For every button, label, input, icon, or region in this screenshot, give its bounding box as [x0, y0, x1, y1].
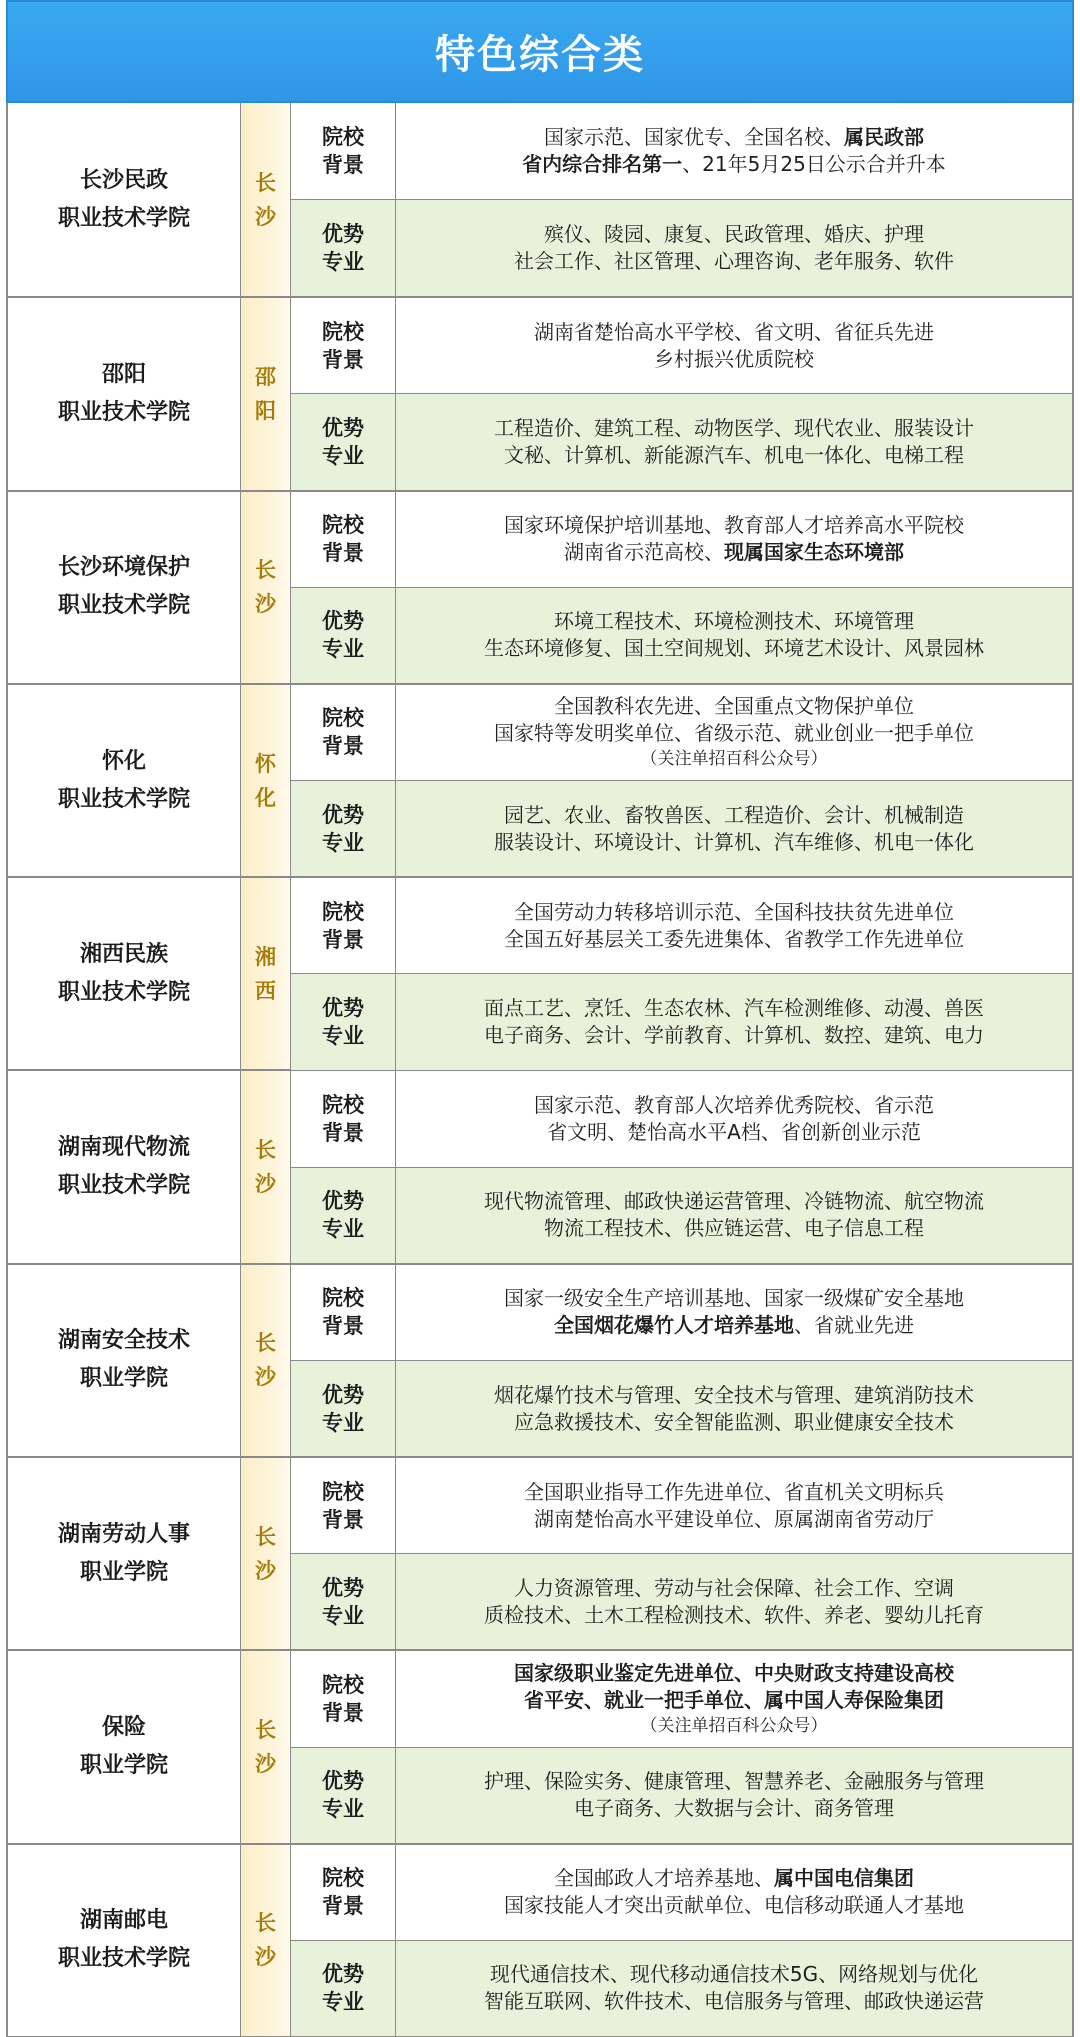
majors-row	[291, 1167, 1072, 1263]
background-text	[396, 878, 1072, 973]
city-cell	[241, 1265, 291, 1456]
background-line-tail: 、省就业先进	[794, 1313, 914, 1338]
background-line-text: 国家示范、教育部人次培养优秀院校、省示范	[534, 1093, 934, 1118]
school-name-cell	[8, 878, 241, 1069]
school-row	[8, 1456, 1072, 1649]
background-line	[547, 1119, 921, 1146]
background-line	[534, 319, 934, 346]
page-title: 特色综合类	[435, 32, 645, 78]
background-line-highlight: 现属国家生态环境部	[724, 540, 904, 565]
school-name: 湖南安全技术 职业学院	[57, 1328, 190, 1392]
background-row	[291, 1845, 1072, 1940]
school-details	[291, 878, 1072, 1069]
majors-label: 优势 专业	[291, 1361, 396, 1456]
city-label: 湘 西	[255, 944, 276, 1003]
background-line-text: 省文明、楚怡高水平A档、省创新创业示范	[547, 1120, 921, 1145]
majors-line: 物流工程技术、供应链运营、电子信息工程	[544, 1216, 924, 1241]
background-row	[291, 1071, 1072, 1166]
background-text	[396, 298, 1072, 393]
school-row	[8, 683, 1072, 876]
background-line	[522, 151, 946, 178]
background-line	[554, 1865, 914, 1892]
background-text	[396, 1071, 1072, 1166]
background-line-highlight: 全国烟花爆竹人才培养基地	[554, 1313, 794, 1338]
school-name: 邵阳 职业技术学院	[57, 361, 190, 425]
background-line	[504, 512, 964, 539]
city-label: 长 沙	[255, 1911, 276, 1970]
background-line-text: 国家一级安全生产培训基地、国家一级煤矿安全基地	[504, 1286, 964, 1311]
background-line-text: 国家示范、国家优专、全国名校、	[544, 125, 844, 150]
school-name: 湘西民族 职业技术学院	[57, 941, 190, 1005]
school-row	[8, 1069, 1072, 1262]
school-name-cell	[8, 1651, 241, 1842]
majors-label: 优势 专业	[291, 1554, 396, 1649]
background-line	[504, 926, 964, 953]
background-text	[396, 1845, 1072, 1940]
city-cell	[241, 1651, 291, 1842]
majors-text	[396, 781, 1072, 876]
background-line	[524, 1687, 944, 1714]
majors-label: 优势 专业	[291, 588, 396, 683]
school-details	[291, 1265, 1072, 1456]
school-details	[291, 685, 1072, 876]
background-label: 院校 背景	[291, 1458, 396, 1553]
background-line-highlight: 属中国电信集团	[774, 1866, 914, 1891]
majors-line: 面点工艺、烹饪、生态农林、汽车检测维修、动漫、兽医	[484, 995, 984, 1020]
background-line-highlight: 省内综合排名第一	[522, 152, 683, 177]
background-note: （关注单招百科公众号）	[640, 749, 828, 770]
school-name-cell	[8, 1265, 241, 1456]
majors-line: 现代物流管理、邮政快递运营管理、冷链物流、航空物流	[484, 1189, 984, 1214]
background-label: 院校 背景	[291, 103, 396, 199]
city-label: 怀 化	[255, 751, 276, 810]
background-row	[291, 878, 1072, 973]
majors-text	[396, 974, 1072, 1069]
background-line-text: 湖南省示范高校、	[564, 540, 724, 565]
majors-line: 文秘、计算机、新能源汽车、机电一体化、电梯工程	[504, 443, 964, 468]
background-row	[291, 685, 1072, 780]
school-name: 湖南劳动人事 职业学院	[57, 1521, 190, 1585]
city-cell	[241, 1458, 291, 1649]
background-row	[291, 1651, 1072, 1746]
majors-row	[291, 780, 1072, 876]
background-line-text: 国家技能人才突出贡献单位、电信移动联通人才基地	[504, 1893, 964, 1918]
school-row	[8, 1843, 1072, 2036]
background-row	[291, 492, 1072, 587]
background-line	[504, 1892, 964, 1919]
majors-row	[291, 1553, 1072, 1649]
city-cell	[241, 298, 291, 489]
background-line-highlight: 属民政部	[844, 125, 924, 150]
background-line-text: 国家环境保护培训基地、教育部人才培养高水平院校	[504, 513, 964, 538]
school-name-cell	[8, 492, 241, 683]
school-row	[8, 876, 1072, 1069]
majors-line: 生态环境修复、国土空间规划、环境艺术设计、风景园林	[484, 636, 984, 661]
majors-text	[396, 1554, 1072, 1649]
school-row	[8, 103, 1072, 296]
majors-label: 优势 专业	[291, 781, 396, 876]
background-text	[396, 1651, 1072, 1746]
background-note: （关注单招百科公众号）	[640, 1715, 828, 1736]
background-line	[524, 1479, 944, 1506]
majors-line: 环境工程技术、环境检测技术、环境管理	[554, 609, 914, 634]
city-label: 长 沙	[255, 1138, 276, 1197]
background-text	[396, 492, 1072, 587]
background-row	[291, 1458, 1072, 1553]
background-label: 院校 背景	[291, 685, 396, 780]
background-line	[514, 899, 954, 926]
majors-line: 智能互联网、软件技术、电信服务与管理、邮政快递运营	[484, 1989, 984, 2014]
majors-line: 工程造价、建筑工程、动物医学、现代农业、服装设计	[494, 416, 974, 441]
background-line-highlight: 省平安、就业一把手单位、属中国人寿保险集团	[524, 1687, 944, 1712]
background-label: 院校 背景	[291, 1265, 396, 1360]
school-name-cell	[8, 1071, 241, 1262]
background-text	[396, 1458, 1072, 1553]
majors-line: 现代通信技术、现代移动通信技术5G、网络规划与优化	[489, 1962, 979, 1987]
background-line	[654, 346, 814, 373]
majors-label: 优势 专业	[291, 394, 396, 489]
background-line-tail: 、21年5月25日公示合并升本	[682, 152, 946, 177]
background-row	[291, 298, 1072, 393]
background-text	[396, 685, 1072, 780]
school-details	[291, 1845, 1072, 2036]
school-name-cell	[8, 1458, 241, 1649]
background-label: 院校 背景	[291, 492, 396, 587]
majors-text	[396, 394, 1072, 489]
school-name-cell	[8, 103, 241, 296]
school-details	[291, 1651, 1072, 1842]
school-name-cell	[8, 298, 241, 489]
majors-row	[291, 1747, 1072, 1843]
school-details	[291, 1458, 1072, 1649]
majors-line: 电子商务、大数据与会计、商务管理	[574, 1796, 894, 1821]
city-cell	[241, 878, 291, 1069]
background-label: 院校 背景	[291, 1071, 396, 1166]
school-row	[8, 1649, 1072, 1842]
school-name: 湖南现代物流 职业技术学院	[57, 1135, 190, 1199]
background-line	[544, 124, 924, 151]
background-line-text: 全国劳动力转移培训示范、全国科技扶贫先进单位	[514, 899, 954, 924]
background-label: 院校 背景	[291, 1651, 396, 1746]
school-row	[8, 296, 1072, 489]
majors-row	[291, 199, 1072, 296]
majors-row	[291, 1360, 1072, 1456]
majors-line: 殡仪、陵园、康复、民政管理、婚庆、护理	[544, 222, 924, 247]
school-name: 湖南邮电 职业技术学院	[57, 1908, 190, 1972]
school-name: 长沙民政 职业技术学院	[57, 167, 190, 231]
school-name: 长沙环境保护 职业技术学院	[57, 555, 190, 619]
majors-line: 电子商务、会计、学前教育、计算机、数控、建筑、电力	[484, 1022, 984, 1047]
background-line	[494, 720, 974, 747]
background-label: 院校 背景	[291, 298, 396, 393]
city-label: 长 沙	[255, 1524, 276, 1583]
background-line-highlight: 国家级职业鉴定先进单位、中央财政支持建设高校	[514, 1660, 954, 1685]
background-label: 院校 背景	[291, 878, 396, 973]
background-line-text: 湖南楚怡高水平建设单位、原属湖南省劳动厅	[534, 1506, 934, 1531]
background-line-text: 全国职业指导工作先进单位、省直机关文明标兵	[524, 1479, 944, 1504]
majors-text	[396, 1941, 1072, 2036]
background-line-text: 湖南省楚怡高水平学校、省文明、省征兵先进	[534, 319, 934, 344]
majors-line: 园艺、农业、畜牧兽医、工程造价、会计、机械制造	[504, 802, 964, 827]
city-cell	[241, 1071, 291, 1262]
background-line	[534, 1506, 934, 1533]
background-line	[514, 1660, 954, 1687]
background-line	[504, 1285, 964, 1312]
school-details	[291, 1071, 1072, 1262]
city-cell	[241, 103, 291, 296]
school-details	[291, 298, 1072, 489]
city-cell	[241, 492, 291, 683]
school-name: 保险 职业学院	[79, 1715, 168, 1779]
majors-label: 优势 专业	[291, 1941, 396, 2036]
background-line	[554, 693, 914, 720]
city-label: 长 沙	[255, 1718, 276, 1777]
background-line	[534, 1092, 934, 1119]
background-line-text: 全国邮政人才培养基地、	[554, 1866, 774, 1891]
majors-text	[396, 1168, 1072, 1263]
city-label: 邵 阳	[255, 364, 276, 423]
school-row	[8, 1263, 1072, 1456]
background-label: 院校 背景	[291, 1845, 396, 1940]
school-name-cell	[8, 1845, 241, 2036]
majors-line: 护理、保险实务、健康管理、智慧养老、金融服务与管理	[484, 1769, 984, 1794]
majors-row	[291, 1940, 1072, 2036]
page-header	[6, 0, 1074, 103]
majors-row	[291, 973, 1072, 1069]
majors-line: 质检技术、土木工程检测技术、软件、养老、婴幼儿托育	[484, 1602, 984, 1627]
city-label: 长 沙	[255, 558, 276, 617]
background-line	[554, 1312, 914, 1339]
majors-text	[396, 1748, 1072, 1843]
background-line	[564, 539, 904, 566]
majors-line: 人力资源管理、劳动与社会保障、社会工作、空调	[514, 1575, 954, 1600]
city-cell	[241, 1845, 291, 2036]
majors-text	[396, 1361, 1072, 1456]
background-row	[291, 1265, 1072, 1360]
city-label: 长 沙	[255, 170, 276, 229]
majors-text	[396, 588, 1072, 683]
background-line-text: 全国教科农先进、全国重点文物保护单位	[554, 694, 914, 719]
school-row	[8, 490, 1072, 683]
background-line-text: 乡村振兴优质院校	[654, 346, 814, 371]
school-table	[6, 103, 1074, 2037]
background-line-text: 全国五好基层关工委先进集体、省教学工作先进单位	[504, 926, 964, 951]
background-row	[291, 103, 1072, 199]
majors-line: 应急救援技术、安全智能监测、职业健康安全技术	[514, 1409, 954, 1434]
background-text	[396, 103, 1072, 199]
majors-text	[396, 200, 1072, 296]
school-name: 怀化 职业技术学院	[57, 748, 190, 812]
majors-row	[291, 587, 1072, 683]
majors-label: 优势 专业	[291, 1748, 396, 1843]
school-details	[291, 492, 1072, 683]
majors-label: 优势 专业	[291, 1168, 396, 1263]
school-name-cell	[8, 685, 241, 876]
school-details	[291, 103, 1072, 296]
background-line-text: 国家特等发明奖单位、省级示范、就业创业一把手单位	[494, 721, 974, 746]
city-label: 长 沙	[255, 1331, 276, 1390]
background-text	[396, 1265, 1072, 1360]
city-cell	[241, 685, 291, 876]
majors-line: 烟花爆竹技术与管理、安全技术与管理、建筑消防技术	[494, 1382, 974, 1407]
majors-line: 社会工作、社区管理、心理咨询、老年服务、软件	[514, 249, 954, 274]
majors-label: 优势 专业	[291, 200, 396, 296]
majors-label: 优势 专业	[291, 974, 396, 1069]
majors-row	[291, 393, 1072, 489]
majors-line: 服装设计、环境设计、计算机、汽车维修、机电一体化	[494, 829, 974, 854]
